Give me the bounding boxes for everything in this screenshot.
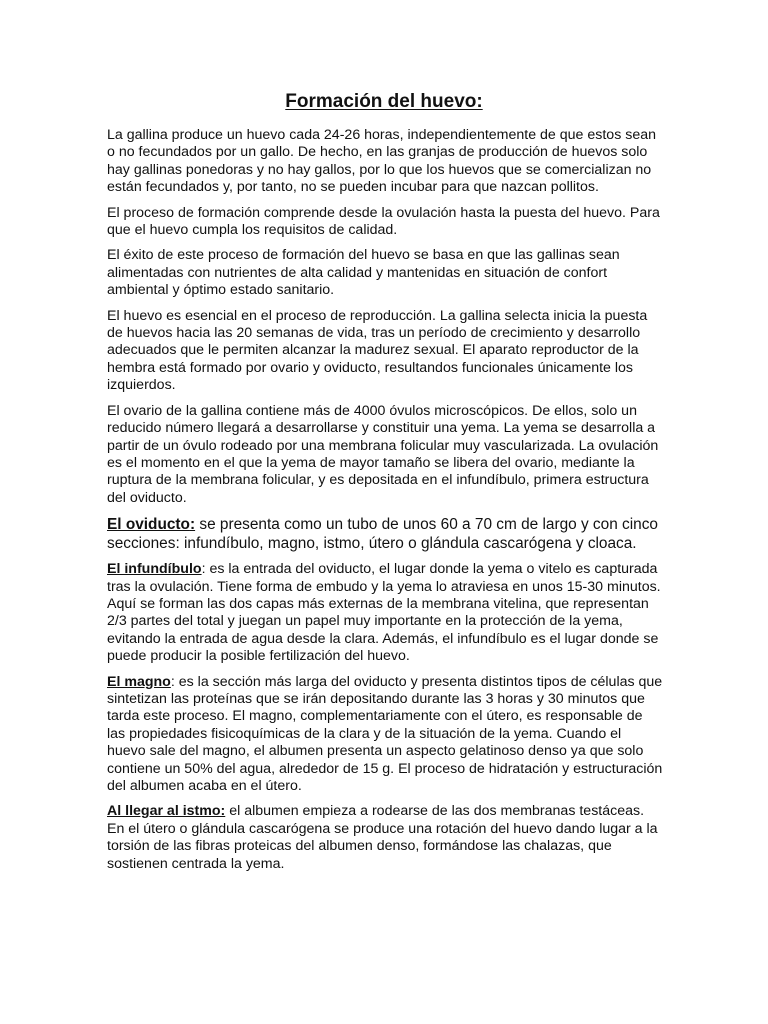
paragraph-text: El ovario de la gallina contiene más de 4000 óvulos microscópicos. De ellos, solo un reducido número llegará a desarrollarse y constituir una yema. La yema se desarrolla a partir de un óvulo rodeado por una membrana folicular muy vascularizada. La ovulación es el momento en el que la yema de mayor tamaño se libera del ovario, mediante la ruptura de la membrana folicular, y es depositada en el infundíbulo, primera estructura del oviducto. [107,402,659,506]
paragraph-infundibulo [107,561,663,665]
paragraph-ovary [107,403,663,507]
paragraph-text: el albumen empieza a rodearse de las dos membranas testáceas. En el útero o glándula cascarógena se produce una rotación del huevo dando lugar a la torsión de las fibras proteicas del albumen denso, formándose las chalazas, que sostienen centrada la yema. [107,803,658,872]
paragraph-process [107,205,663,240]
paragraph-text: La gallina produce un huevo cada 24-26 horas, independientemente de que estos sean o no fecundados por un gallo. De hecho, en las granjas de producción de huevos solo hay gallinas ponedoras y no hay gallos, por lo que los huevos que se comercializan no están fecundados y, por tanto, no se pueden incubar para que nazcan pollitos. [107,127,656,196]
paragraph-lead-separator: : [201,561,206,578]
paragraph-intro [107,127,663,197]
paragraph-reproduction [107,308,663,395]
paragraph-istmo [107,803,663,873]
paragraph-text: es la sección más larga del oviducto y presenta distintos tipos de células que sintetizan las proteínas que se irán depositando durante las 3 horas y 30 minutos que tarda este proceso. El magno, complementariamente con el útero, es responsable de las propiedades fisicoquímicas de la clara y de la situación de la yema. Cuando el huevo sale del magno, el albumen presenta un aspecto gelatinoso denso ya que solo contiene un 50% del agua, alrededor de 15 g. El proceso de hidratación y estructuración del albumen acaba en el útero. [107,673,663,794]
paragraph-lead: El magno [107,673,171,690]
paragraph-lead: El oviducto [107,516,190,534]
paragraph-lead-separator: : [170,673,175,690]
document-body [107,127,663,881]
paragraph-magno [107,674,663,796]
document-title: Formación del huevo: [285,91,483,112]
paragraph-oviducto [107,515,663,553]
paragraph-text: El éxito de este proceso de formación del huevo se basa en que las gallinas sean alimentadas con nutrientes de alta calidad y mantenidas en situación de confort ambiental y óptimo estado sanitario. [107,247,620,299]
paragraph-lead: El infundíbulo [107,561,202,578]
paragraph-lead-separator: : [189,516,196,534]
paragraph-success [107,247,663,299]
paragraph-text: El proceso de formación comprende desde la ovulación hasta la puesta del huevo. Para que el huevo cumpla los requisitos de calidad. [107,204,660,239]
paragraph-text: se presenta como un tubo de unos 60 a 70 cm de largo y con cinco secciones: infundíbulo, magno, istmo, útero o glándula cascarógena y cloaca. [107,516,658,553]
paragraph-text: es la entrada del oviducto, el lugar donde la yema o vitelo es capturada tras la ovulación. Tiene forma de embudo y la yema lo atraviesa en unos 15-30 minutos. Aquí se forman las dos capas más externas de la membrana vitelina, que representan 2/3 partes del total y juegan un papel muy importante en la protección de la yema, evitando la entrada de agua desde la clara. Además, el infundíbulo es el lugar donde se puede producir la posible fertilización del huevo. [107,561,661,665]
paragraph-text: El huevo es esencial en el proceso de reproducción. La gallina selecta inicia la puesta de huevos hacia las 20 semanas de vida, tras un período de crecimiento y desarrollo adecuados que le permiten alcanzar la madurez sexual. El aparato reproductor de la hembra está formado por ovario y oviducto, resultandos funcionales únicamente los izquierdos. [107,307,648,394]
paragraph-lead: Al llegar al istmo: [107,803,226,820]
